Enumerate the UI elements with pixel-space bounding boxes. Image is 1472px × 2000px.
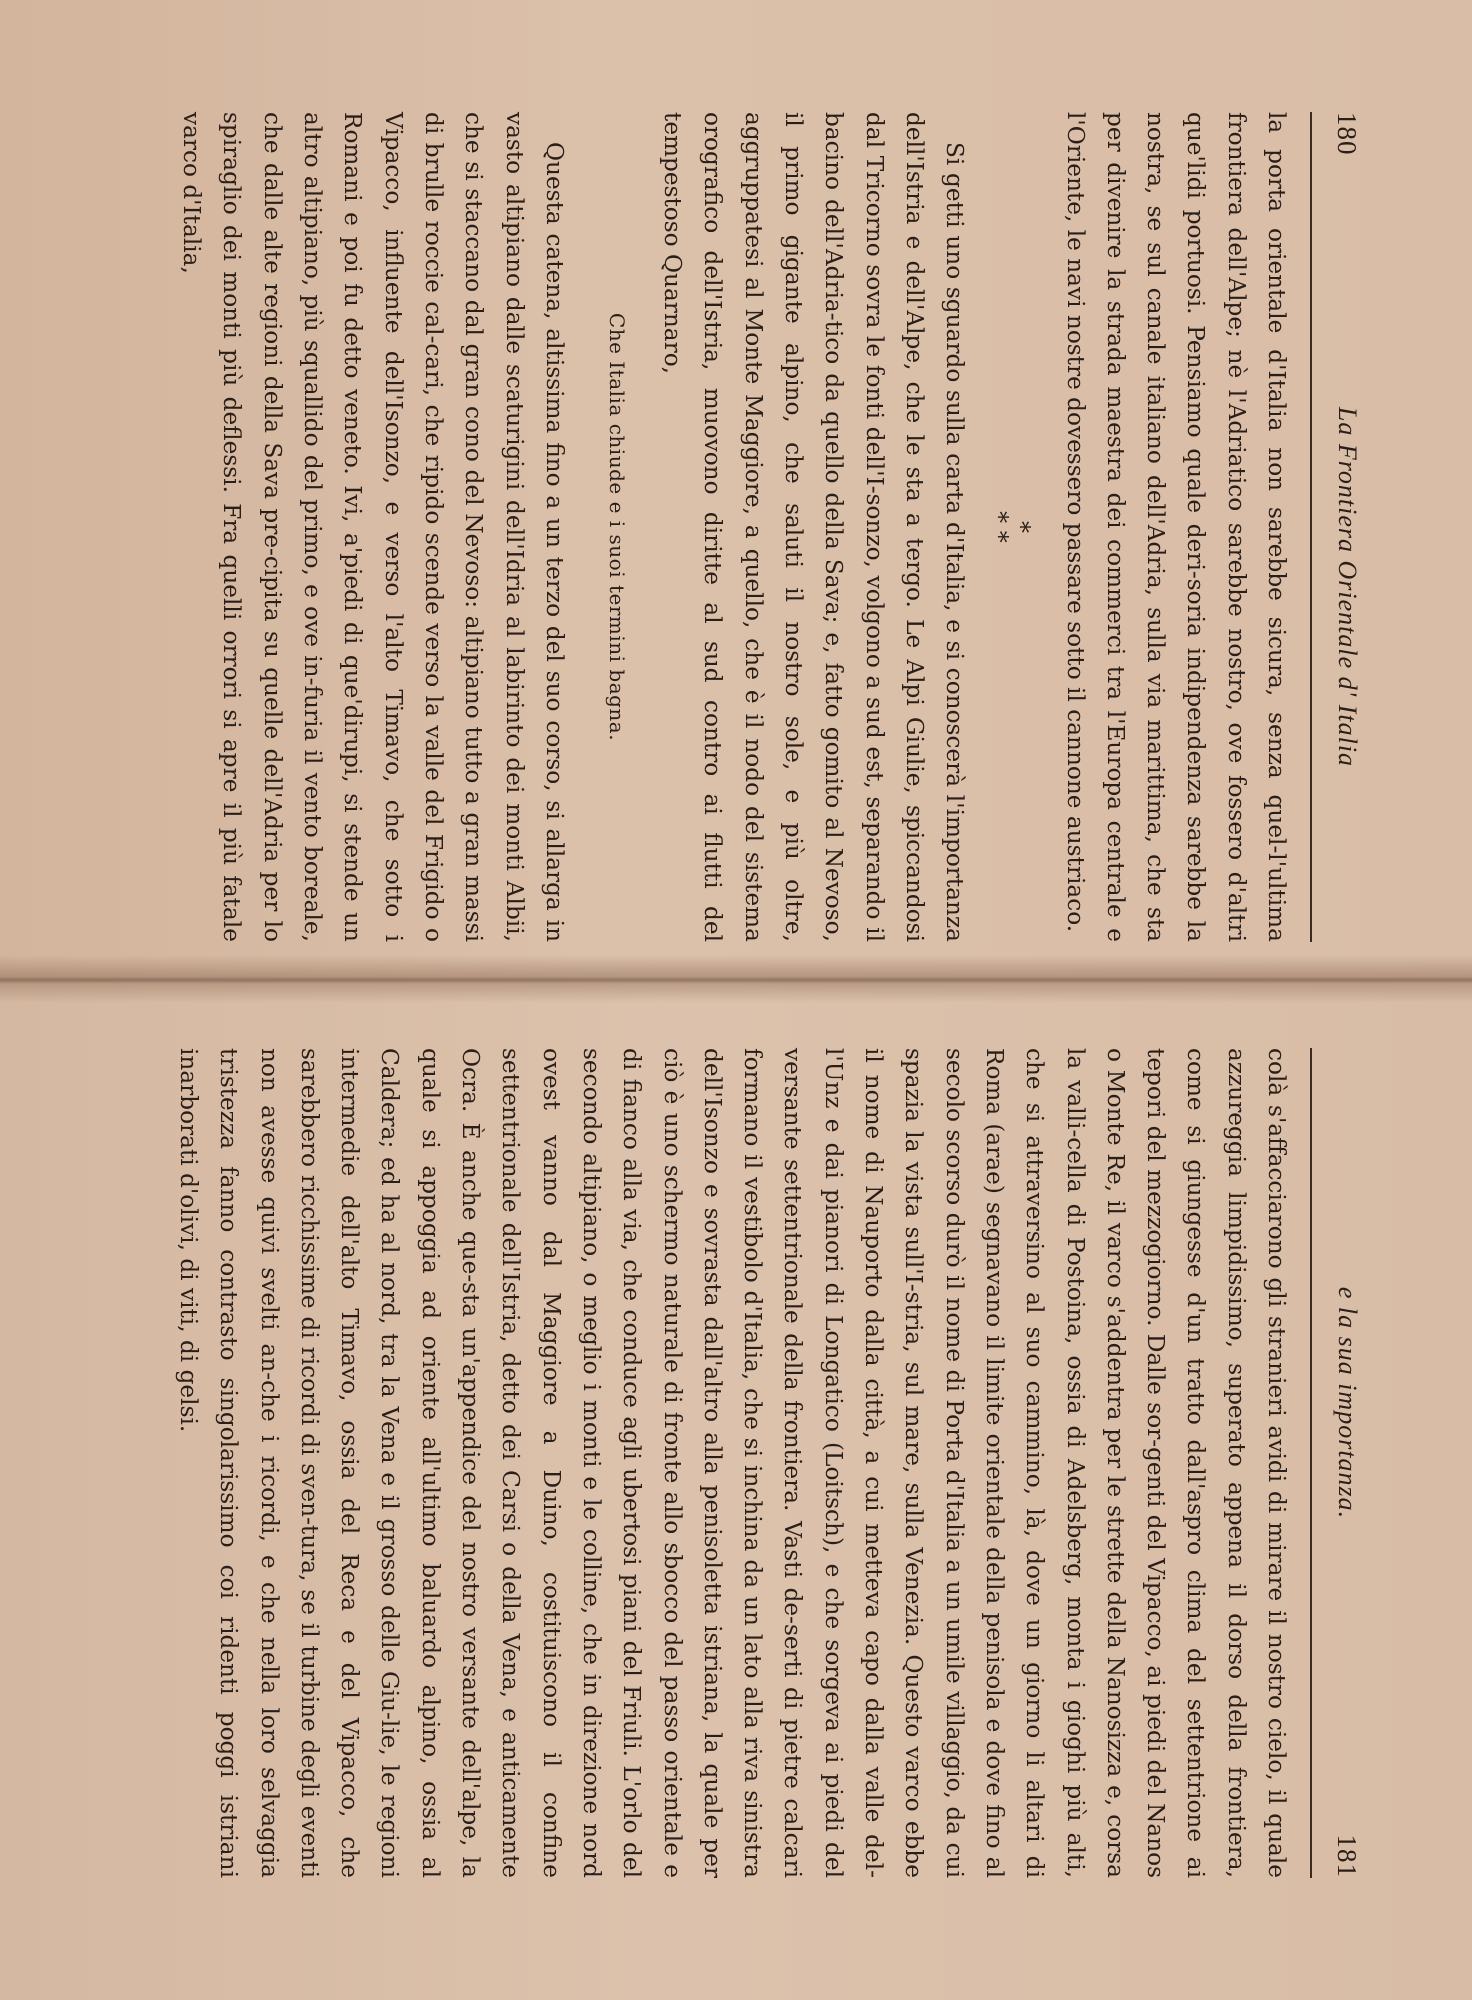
page-180-content — [178, 112, 1372, 942]
page-number: 180 — [1332, 112, 1362, 156]
book-gutter — [0, 955, 1472, 1003]
paragraph: colà s'affacciarono gli stranieri avidi di mirare il nostro cielo, il quale azzureggia limpidissimo, superato appena il dorso della frontiera, come si giungesse d'un tratto dall'aspro clima del settentrione ai tepori del mezzogiorno. Dalle sor-genti del Vipacco, ai piedi del Nanos o Monte Re, il varco s'addentra per le strette della Nanosizza e, corsa la valli-cella di Postoina, ossia di Adelsberg, monta i gioghi più alti, che si attraversino al suo cammino, là, dove un giorno li altari di Roma (arae) segnavano il limite orientale della penisola e dove fino al secolo scorso durò il nome di Porta d'Italia a un umile villaggio, da cui spazia la vista sull'I-stria, sul mare, sulla Venezia. Questo varco ebbe il nome di Nauporto dalla città, a cui metteva capo dalla valle del-l'Unz e dai pianori di Longatico (Loitsch), e che sorgeva ai piedi del versante settentrionale della frontiera. Vasti de-serti di pietre calcari formano il vestibolo d'Italia, che si inchina da un lato alla riva sinistra dell'Isonzo e sovrasta dall'altro alla penisoletta istriana, la quale per ciò è uno schermo naturale di fronte allo sbocco del passo orientale e di fianco alla via, che conduce agli ubertosi piani del Friuli. L'orlo del secondo altipiano, o meglio i monti e le colline, che in direzione nord ovest vanno dal Maggiore a Duino, costituiscono il confine settentrionale dell'Istria, detto dei Carsi o della Vena, e anticamente Ocra. È anche que-sta un'appendice del nostro versante dell'alpe, la quale si appoggia ad oriente all'ultimo baluardo alpino, ossia al Caldera; ed ha al nord, tra la Vena e il grosso delle Giu-lie, le regioni intermedie dell'alto Timavo, ossia del Reca e del Vipacco, che sarebbero ricchissime di ricordi di sven-tura, se il turbine degli eventi non avesse quivi svelti an-che i ricordi, e che nella loro selvaggia tristezza fanno contrasto singolarissimo coi ridenti poggi istriani inarborati d'olivi, di viti, di gelsi. — [174, 1048, 1290, 1878]
section-separator — [985, 112, 1036, 942]
verse-quote: Che Italia chiude e i suoi termini bagna. — [604, 312, 629, 742]
page-number: 181 — [1332, 1834, 1362, 1878]
running-title: e la sua importanza. — [1333, 1286, 1362, 1520]
page-181-content — [174, 1048, 1372, 1878]
paragraph: Si getti uno sguardo sulla carta d'Italia, e si conoscerà l'importanza dell'Istria e dell'Alpe, che le sta a tergo. Le Alpi Giulie, spiccandosi dal Tricorno sovra le fonti dell'I-sonzo, volgono a sud est, separando il bacino dell'Adria-tico da quello della Sava; e, fatto gomito al Nevoso, il primo gigante alpino, che saluti il nostro sole, e più oltre, aggruppatesi al Monte Maggiore, a quello, che è il nodo del sistema orografico dell'Istria, muovono diritte al sud contro ai flutti del tempestoso Quarnaro, — [659, 112, 969, 942]
separator-asterisk: * — [1007, 521, 1036, 533]
page-header — [1310, 112, 1372, 942]
paragraph: Questa catena, altissima fino a un terzo del suo corso, si allarga in vasto altipiano dalle scaturigini dell'Idria al labirinto dei monti Albii, che si staccano dal gran cono del Nevoso: altipiano tutto a gran massi di brulle roccie cal-cari, che ripido scende verso la valle del Frigido o Vipacco, influente dell'Isonzo, e verso l'alto Timavo, che sotto i Romani e poi fu detto veneto. Ivi, a'piedi di que'dirupi, si stende un altro altipiano, più squallido del primo, e ove in-furia il vento boreale, che dalle alte regioni della Sava pre-cipita su quelle dell'Adria per lo spiraglio dei monti più deflessi. Fra quelli orrori si apre il più fatale varco d'Italia, — [178, 112, 568, 942]
separator-asterisks: * * — [985, 511, 1014, 543]
paragraph: la porta orientale d'Italia non sarebbe sicura, senza quel-l'ultima frontiera dell'Alpe; nè l'Adriatico sarebbe nostro, ove fossero d'altri que'lidi portuosi. Pensiamo quale deri-soria indipendenza sarebbe la nostra, se sul canale italiano dell'Adria, sulla via marittima, che sta per divenire la strada maestra dei commerci tra l'Europa centrale e l'Oriente, le navi nostre dovessero passare sotto il cannone austriaco. — [1061, 112, 1290, 942]
running-title: La Frontiera Orientale d' Italia — [1333, 406, 1362, 768]
page-header — [1310, 1048, 1372, 1878]
